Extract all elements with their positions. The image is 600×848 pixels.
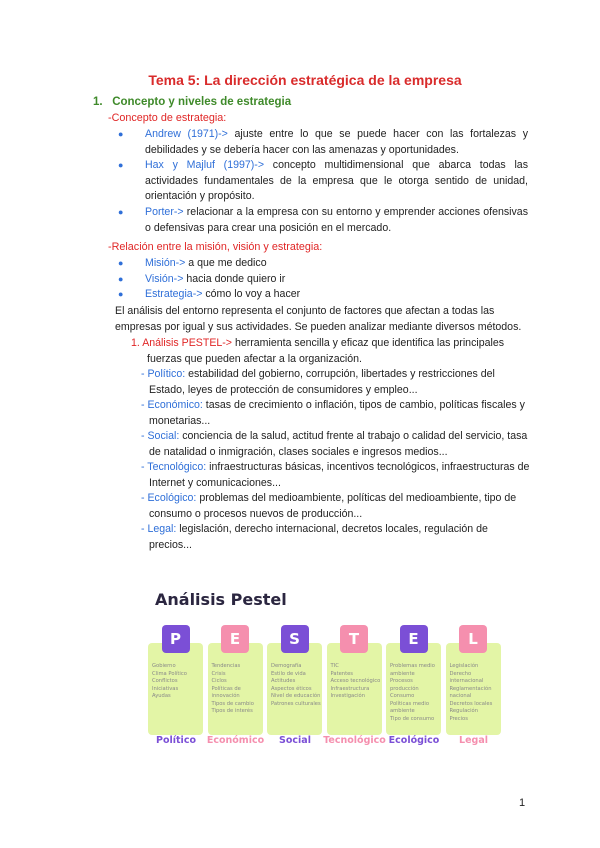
concepto-list — [118, 127, 528, 236]
bullet-icon: ● — [118, 258, 124, 268]
pestel-items: Tendencias Crisis Ciclos Políticas de innovación Tipos de cambio Tipos de interés — [211, 663, 254, 714]
relacion-label: -Relación entre la misión, visión y estrategia: — [108, 241, 323, 253]
factor-key: Económico: — [147, 399, 203, 411]
relacion-list — [118, 256, 528, 303]
diagram-title: Análisis Pestel — [155, 590, 287, 609]
entorno-paragraph: El análisis del entorno representa el conjunto de factores que afectan a todas las empresas por igual y sus actividades. Se pueden analizar mediante diversos métodos. — [115, 305, 522, 333]
pestel-label: Tecnológico — [323, 735, 386, 746]
section-number: 1. — [93, 96, 103, 108]
pestel-letter: E — [221, 625, 249, 653]
factor-legal: - Legal: legislación, derecho internacional, decretos locales, regulación de precios... — [141, 523, 488, 551]
pestel-label: Político — [156, 735, 196, 746]
pestel-diagram — [145, 585, 505, 755]
pestel-items: Gobierno Clima Político Conflictos Iniciativas Ayudas — [152, 663, 187, 699]
pestel-label: Ecológico — [388, 735, 440, 746]
item-text: cómo lo voy a hacer — [202, 288, 301, 301]
pestel-items: Legislación Derecho internacional Reglamentación nacional Decretos locales Regulación Precios — [449, 663, 493, 722]
pestel-factors — [141, 367, 531, 553]
pestel-items: Demografía Estilo de vida Actitudes Aspectos éticos Nivel de educación Patrones culturales — [271, 663, 321, 707]
factor-text: problemas del medioambiente, políticas del medioambiente, tipo de consumo o procesos nuevos de producción... — [149, 492, 517, 520]
concepto-label: -Concepto de estrategia: — [108, 112, 227, 124]
factor-text: estabilidad del gobierno, corrupción, libertades y restricciones del Estado, leyes de protección de consumidores y empleo... — [149, 368, 495, 396]
factor-key: Legal: — [147, 523, 177, 535]
item-text: concepto multidimensional que abarca todas las actividades fundamentales de la empresa que le otorga sentido de unidad, orientación y propósito. — [145, 159, 528, 203]
pestel-text: herramienta sencilla y eficaz que identifica las principales fuerzas que pueden afectar a la organización. — [147, 337, 505, 365]
factor-ecologico: - Ecológico: problemas del medioambiente, políticas del medioambiente, tipo de consumo o procesos nuevos de producción... — [141, 492, 517, 520]
factor-text: infraestructuras básicas, incentivos tecnológicos, infraestructuras de Internet y comunicaciones... — [149, 461, 530, 489]
item-text: a que me dedico — [185, 257, 267, 269]
pestel-intro — [131, 336, 531, 367]
factor-politico: - Político: estabilidad del gobierno, corrupción, libertades y restricciones del Estado, leyes de protección de consumidores y empleo... — [141, 368, 495, 396]
list-item — [118, 205, 528, 236]
item-key: Misión-> — [145, 257, 186, 269]
pestel-label: Social — [279, 735, 311, 746]
factor-economico: - Económico: tasas de crecimiento o inflación, tipos de cambio, políticas fiscales y monetarias... — [141, 399, 525, 427]
factor-key: Político: — [147, 368, 186, 380]
factor-text: legislación, derecho internacional, decretos locales, regulación de precios... — [149, 523, 488, 551]
pestel-letter: S — [281, 625, 309, 653]
pestel-items: TIC Patentes Acceso tecnológico Infraestructura Investigación — [330, 663, 381, 699]
list-item — [118, 127, 528, 158]
factor-text: tasas de crecimiento o inflación, tipos de cambio, políticas fiscales y monetarias... — [149, 399, 525, 427]
bullet-icon: ● — [118, 160, 124, 171]
list-item — [118, 287, 528, 303]
bullet-icon: ● — [118, 129, 124, 139]
item-text: hacia donde quiero ir — [183, 272, 286, 285]
bullet-icon: ● — [118, 289, 124, 300]
pestel-letter: L — [459, 625, 487, 653]
factor-social: - Social: conciencia de la salud, actitud frente al trabajo o calidad del servicio, tasa de natalidad o inmigración, clases sociales e ingresos medios... — [141, 430, 528, 458]
section-heading — [93, 96, 291, 108]
factor-key: Tecnológico: — [147, 461, 207, 473]
item-text: ajuste entre lo que se puede hacer con las fortalezas y debilidades y se debería hacer con las amenazas y oportunidades. — [145, 128, 528, 156]
pestel-label: Legal — [459, 735, 488, 746]
list-item — [118, 158, 528, 205]
list-item — [118, 272, 528, 288]
page-number: 1 — [519, 797, 526, 809]
pestel-items: Problemas medio ambiente Procesos producción Consumo Políticas medio ambiente Tipo de consumo — [390, 663, 435, 722]
item-key: Hax y Majluf (1997)-> — [145, 159, 265, 172]
factor-tecnologico: - Tecnológico: infraestructuras básicas, incentivos tecnológicos, infraestructuras de Internet y comunicaciones... — [141, 461, 530, 489]
pestel-letter: E — [400, 625, 428, 653]
factor-key: Social: — [147, 430, 180, 442]
factor-text: conciencia de la salud, actitud frente al trabajo o calidad del servicio, tasa de natalidad o inmigración, clases sociales e ingresos medios... — [149, 430, 528, 458]
pestel-label: Económico — [206, 735, 265, 746]
bullet-icon: ● — [118, 206, 124, 217]
list-item — [118, 256, 528, 272]
section-title: Concepto y niveles de estrategia — [112, 96, 292, 108]
item-key: Andrew (1971)-> — [145, 128, 228, 140]
pestel-key: Análisis PESTEL-> — [142, 337, 232, 349]
item-key: Visión-> — [145, 272, 184, 285]
factor-key: Ecológico: — [147, 492, 197, 504]
item-key: Estrategia-> — [145, 288, 203, 301]
pestel-letter: P — [162, 625, 190, 653]
list-number: 1. — [131, 337, 140, 349]
bullet-icon: ● — [118, 273, 124, 284]
page-title: Tema 5: La dirección estratégica de la empresa — [148, 72, 462, 88]
item-text: relacionar a la empresa con su entorno y emprender acciones ofensivas o defensivas para crear una posición en el mercado. — [145, 205, 528, 234]
pestel-letter: T — [340, 625, 368, 653]
item-key: Porter-> — [145, 205, 184, 218]
